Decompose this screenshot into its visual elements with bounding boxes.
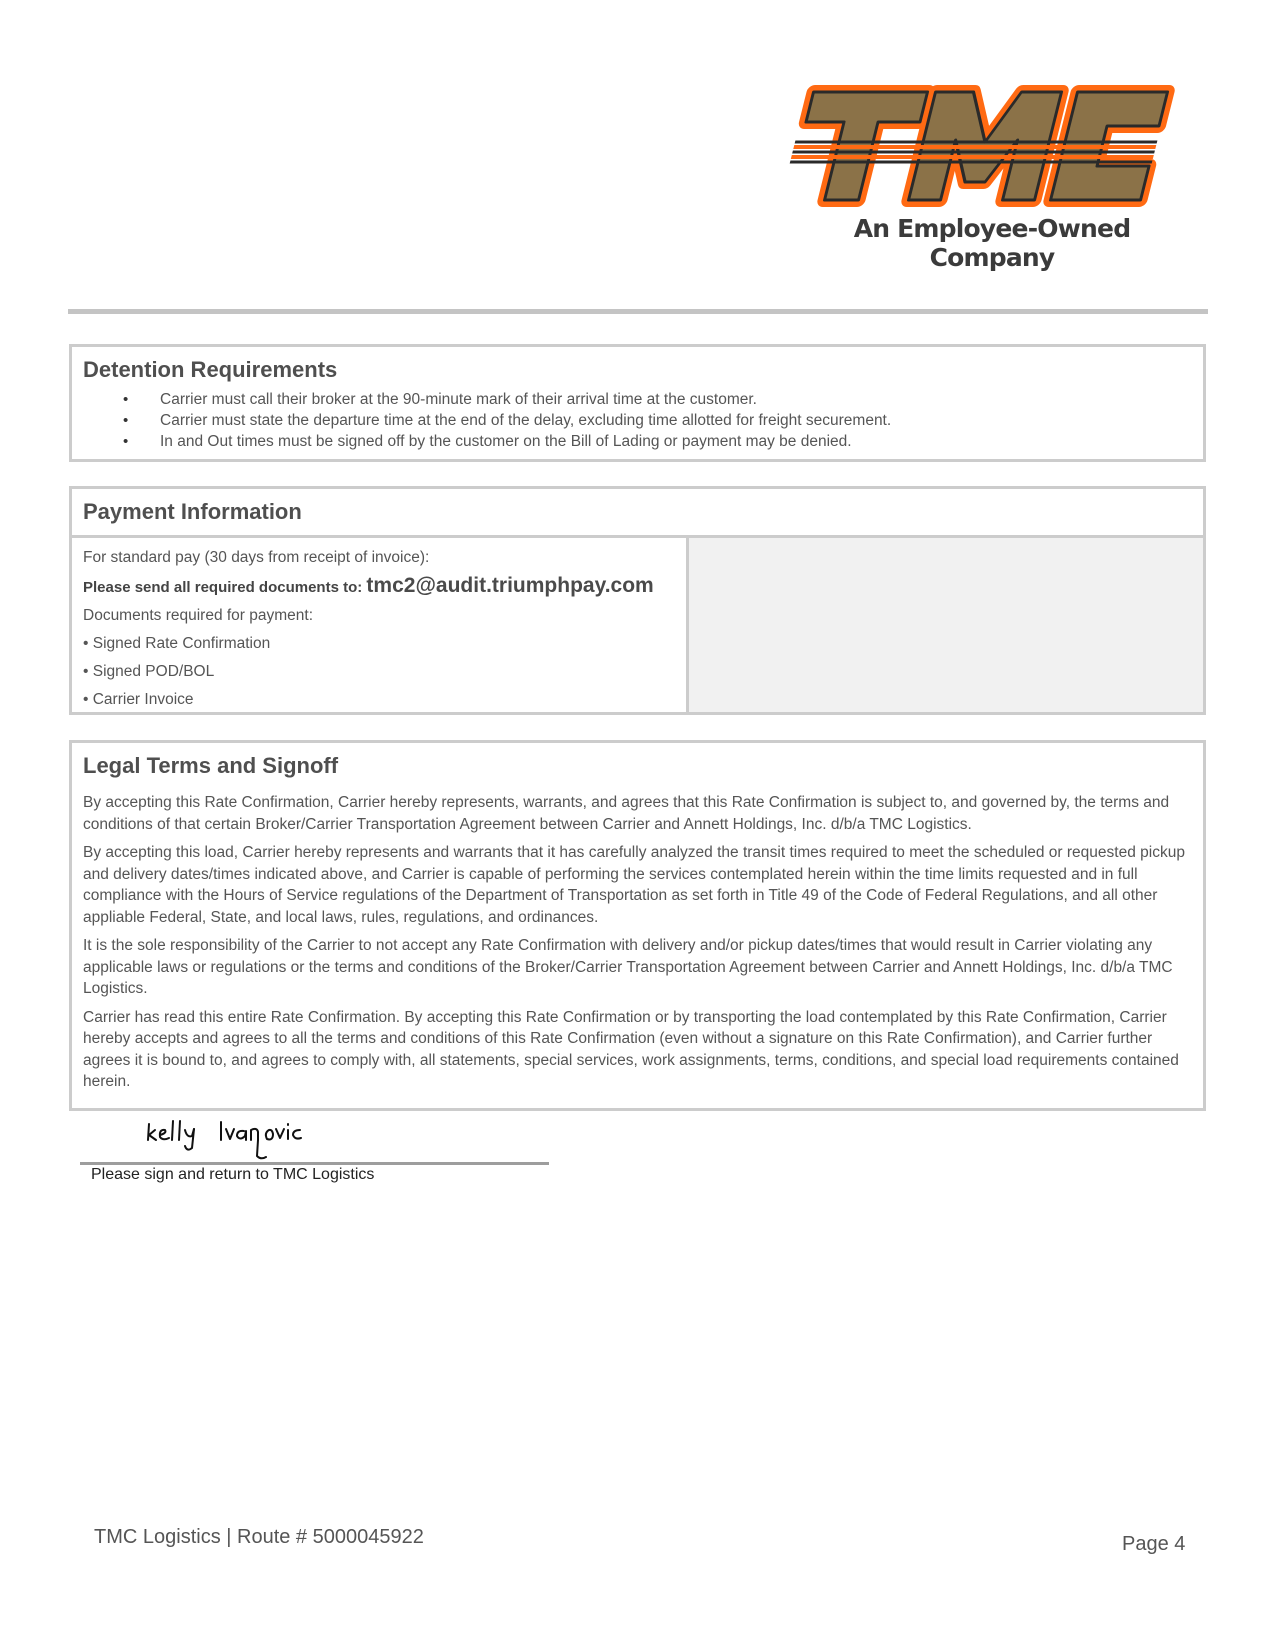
legal-paragraph: Carrier has read this entire Rate Confirmation. By accepting this Rate Confirmation or by transporting the load contemplated by this Rate Confirmation, Carrier hereby accepts and agrees to all the terms and conditions of this Rate Confirmation (even without a signature on this Rate Confirmation), and Carrier further agrees it is bound to, and agrees to comply with, all statements, special services, work assignments, terms, conditions, and special load requirements contained herein. (83, 1008, 1179, 1090)
payment-blank-panel (689, 538, 1203, 712)
list-item: • Carrier must call their broker at the 90-minute mark of their arrival time at the customer. (123, 391, 757, 408)
legal-paragraph: It is the sole responsibility of the Carrier to not accept any Rate Confirmation with delivery and/or pickup dates/times that would result in Carrier violating any applicable laws or regulations or the terms and conditions of the Broker/Carrier Transportation Agreement between Carrier and Annett Holdings, Inc. d/b/a TMC Logistics. (83, 937, 1173, 997)
payment-header (72, 489, 1203, 538)
standard-pay-text: For standard pay (30 days from receipt of invoice): (83, 549, 430, 566)
document-item: • Signed POD/BOL (83, 663, 215, 680)
detention-requirements-section (69, 344, 1206, 462)
list-item: • In and Out times must be signed off by the customer on the Bill of Lading or payment may be denied. (123, 433, 852, 450)
footer-route: TMC Logistics | Route # 5000045922 (94, 1526, 424, 1548)
detention-list (83, 389, 1191, 452)
legal-terms-section (69, 740, 1206, 1111)
payment-title: Payment Information (83, 499, 302, 524)
legal-paragraph: By accepting this load, Carrier hereby represents and warrants that it has carefully analyzed the transit times required to meet the scheduled or requested pickup and delivery dates/times indicated above, and Carrier is capable of performing the services contemplated herein within the time limits requested and in full compliance with the Hours of Service regulations of the Department of Transportation as set forth in Title 49 of the Code of Federal Regulations, and all other appliable Federal, State, and local laws, rules, regulations, and ordinances. (83, 844, 1185, 926)
handwritten-signature (145, 1110, 325, 1170)
payment-information-section (69, 486, 1206, 715)
documents-heading: Documents required for payment: (83, 607, 314, 624)
header-divider (68, 309, 1208, 314)
document-item: • Carrier Invoice (83, 691, 194, 708)
payment-details (72, 538, 689, 712)
bullet-icon: • (123, 391, 129, 408)
bullet-icon: • (123, 433, 129, 450)
company-tagline: An Employee-Owned Company (853, 214, 1131, 272)
legal-title: Legal Terms and Signoff (83, 753, 339, 778)
payment-email: tmc2@audit.triumphpay.com (366, 574, 654, 597)
detention-title: Detention Requirements (83, 357, 338, 382)
document-item: • Signed Rate Confirmation (83, 635, 271, 652)
list-item: • Carrier must state the departure time at the end of the delay, excluding time allotted for freight securement. (123, 412, 892, 429)
sign-instruction: Please sign and return to TMC Logistics (91, 1166, 375, 1183)
bullet-icon: • (123, 412, 129, 429)
page-number: Page 4 (1122, 1533, 1186, 1555)
send-documents-line (83, 572, 686, 602)
legal-paragraph: By accepting this Rate Confirmation, Carrier hereby represents, warrants, and agrees that this Rate Confirmation is subject to, and governed by, the terms and conditions of that certain Broker/Carrier Transportation Agreement between Carrier and Annett Holdings, Inc. d/b/a TMC Logistics. (83, 794, 1170, 833)
signature-line (80, 1162, 549, 1165)
send-documents-label: Please send all required documents to: (83, 579, 367, 596)
